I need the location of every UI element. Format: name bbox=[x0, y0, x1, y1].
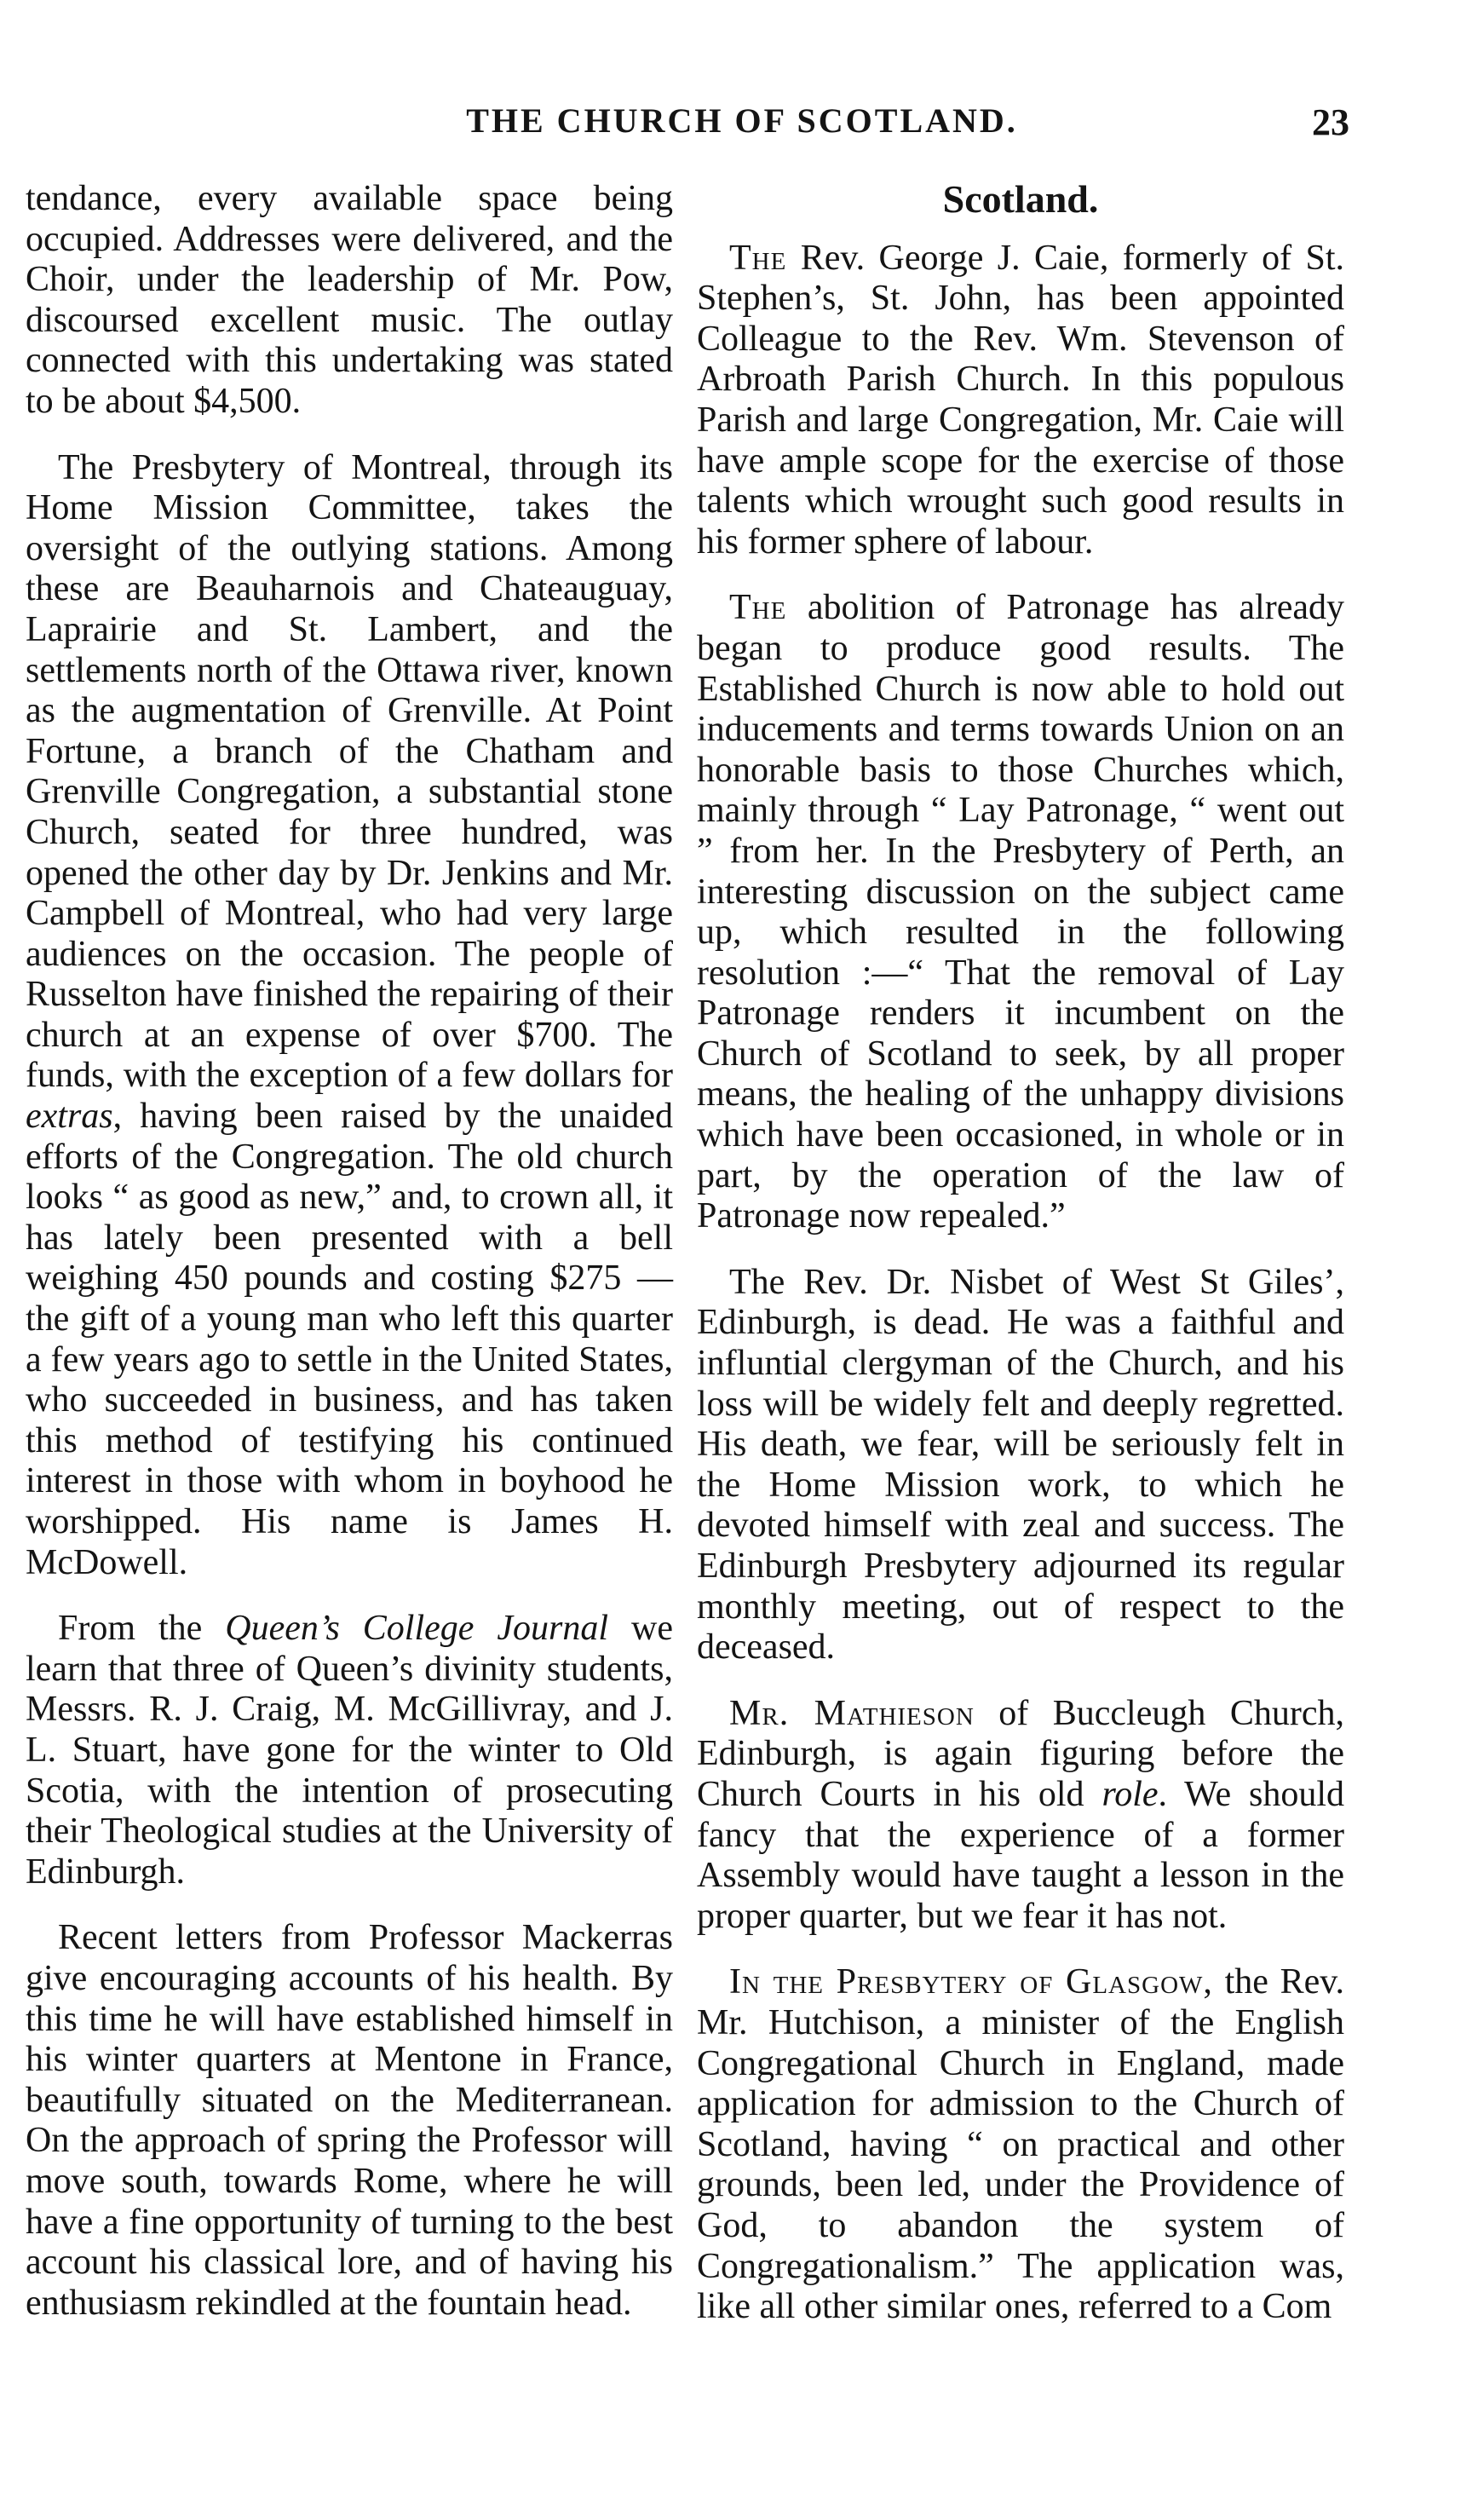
running-title: THE CHURCH OF SCOTLAND. bbox=[466, 101, 1018, 140]
running-head bbox=[0, 101, 1484, 152]
paragraph-presbytery-montreal bbox=[26, 448, 673, 1584]
paragraph-text: the Rev. Mr. Hutchison, a minister of the English Congregational Church in England, made application for admission to the Church of Scotland, having “ on practical and other grounds, been led, under the Providence of God, to abandon the system of Congregationalism.” The application was, like all other similar ones, referred to a Com bbox=[697, 1962, 1344, 2327]
paragraph-dedication-continued: tendance, every available space being occupied. Addresses were delivered, and the Choir, under the leadership of Mr. Pow, discoursed excellent music. The outlay connected with this undertaking was stated to be about $4,500. bbox=[26, 179, 673, 421]
lead-in: The bbox=[729, 238, 787, 278]
paragraph-presbytery-glasgow bbox=[697, 1962, 1344, 2327]
paragraph-text: The Presbytery of Montreal, through its Home Mission Committee, takes the oversight of the outlying stations. Among these are Beauharnois and Chateauguay, Laprairie and St. Lambert, and the settlements north of the Ottawa river, known as the augmentation of Grenville. At Point Fortune, a branch of the Chatham and Grenville Congregation, a substantial stone Church, seated for three hundred, was opened the other day by Dr. Jenkins and Mr. Campbell of Montreal, who had very large audiences on the occasion. The people of Russelton have finished the repairing of their church at an expense of over $700. The funds, with the exception of a few dollars for bbox=[26, 447, 673, 1096]
paragraph-text: abolition of Patronage has already began to produce good results. The Established Church is now able to hold out inducements and terms towards Union on an honorable basis to those Churches which, mainly through “ Lay Patronage, “ went out ” from her. In the Presbytery of Perth, an interesting discussion on the subject came up, which resulted in the following resolution :—“ That the removal of Lay Patronage renders it incumbent on the Church of Scotland to seek, by all proper means, the healing of the unhappy divisions which have been occasioned, in whole or in part, by the operation of the law of Patronage now repealed.” bbox=[697, 588, 1344, 1236]
section-heading-scotland: Scotland. bbox=[942, 177, 1099, 221]
paragraph-mr-mathieson bbox=[697, 1694, 1344, 1938]
page-number: 23 bbox=[1312, 101, 1349, 143]
paragraph-queens-college bbox=[26, 1609, 673, 1892]
paragraph-george-caie bbox=[697, 239, 1344, 563]
italic-extras: extras bbox=[26, 1097, 113, 1137]
lead-in: Mr. Mathieson bbox=[729, 1693, 975, 1733]
paragraph-text-continued: . We should fancy that the experience of a former Assembly would have taught a lesson in the proper quarter, but we fear it has not. bbox=[697, 1774, 1344, 1936]
paragraph-text: From the bbox=[58, 1609, 203, 1649]
paragraph-text-continued: we learn that three of Queen’s divinity students, Messrs. R. J. Craig, M. McGillivray, and J. L. Stuart, have gone for the winter to Old Scotia, with the intention of prosecuting their Theological studies at the University of Edinburgh. bbox=[26, 1609, 674, 1892]
right-column bbox=[697, 179, 1344, 2353]
paragraph-text-continued: , having been raised by the unaided efforts of the Congregation. The old church looks “ as good as new,” and, to crown all, it has lately been presented with a bell weighing 450 pounds and costing $275 —the gift of a young man who left this quarter a few years ago to settle in the United States, who succeeded in business, and has taken this method of testifying his continued interest in those with whom in boyhood he worshipped. His name is James H. McDowell. bbox=[26, 1097, 673, 1582]
paragraph-professor-mackerras: Recent letters from Professor Mackerras give encouraging accounts of his health. By this time he will have established himself in his winter quarters at Mentone in France, beautifully situated on the Mediterranean. On the approach of spring the Professor will move south, towards Rome, where he will have a fine opportunity of turning to the best account his classical lore, and of having his enthusiasm rekindled at the fountain head. bbox=[26, 1918, 673, 2323]
italic-role: role bbox=[1101, 1774, 1159, 1814]
paragraph-text: Rev. George J. Caie, formerly of St. Stephen’s, St. John, has been appointed Colleague to the Rev. Wm. Stevenson of Arbroath Parish Church. In this populous Parish and large Congregation, Mr. Caie will have ample scope for the exercise of those talents which wrought such good results in his former sphere of labour. bbox=[697, 238, 1344, 562]
paragraph-patronage bbox=[697, 588, 1344, 1237]
lead-in: In the Presbytery of Glasgow, bbox=[729, 1962, 1213, 2002]
lead-in: The bbox=[729, 588, 787, 628]
italic-journal-title: Queen’s College Journal bbox=[225, 1609, 609, 1649]
left-column bbox=[26, 179, 673, 2349]
paragraph-dr-nisbet: The Rev. Dr. Nisbet of West St Giles’, Edinburgh, is dead. He was a faithful and influntial clergyman of the Church, and his loss will be widely felt and deeply regretted. His death, we fear, will be seriously felt in the Home Mission work, to which he devoted himself with zeal and success. The Edinburgh Presbytery adjourned its regular monthly meeting, out of respect to the deceased. bbox=[697, 1262, 1344, 1667]
paragraph-text: of Buccleugh Church, Edinburgh, is again figuring before the Church Courts in his old bbox=[697, 1693, 1344, 1814]
